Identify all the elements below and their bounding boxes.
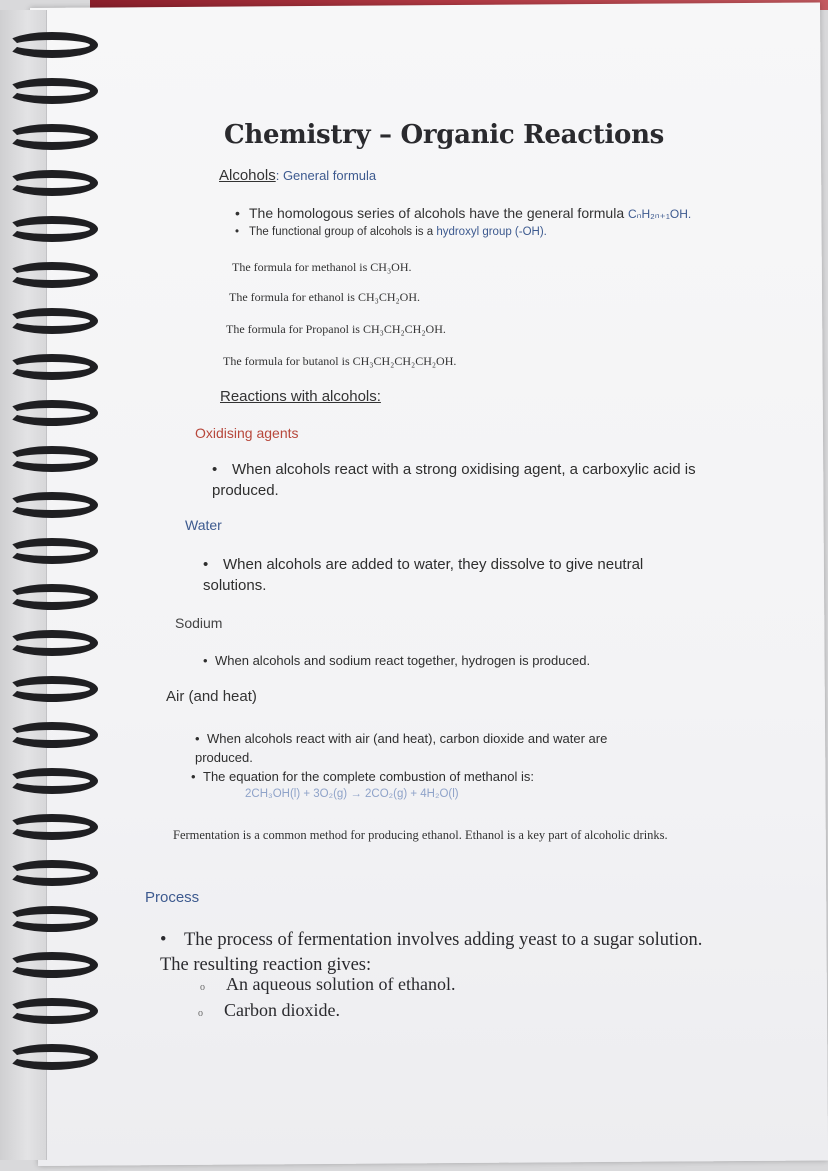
formula-butanol: The formula for butanol is CH₃CH₂CH₂CH₂OH. [223,354,457,368]
process-heading: Process [145,889,200,906]
list-item: • The equation for the complete combustion of methanol is: [191,769,534,784]
water-heading: Water [185,517,222,533]
air-heading: Air (and heat) [166,688,257,705]
formula-methanol: The formula for methanol is CH₃OH. [232,260,412,274]
list-item: • The functional group of alcohols is a hydroxyl group (-OH). [235,226,547,238]
alcohols-subtitle: General formula [282,168,377,183]
oxidising-heading: Oxidising agents [195,425,299,441]
formula-ethanol: The formula for ethanol is CH₃CH₂OH. [229,290,420,304]
fermentation-paragraph: Fermentation is a common method for producing ethanol. Ethanol is a key part of alcoholic drinks. [173,828,668,842]
alcohols-label: Alcohols [219,167,276,184]
list-item: • The process of fermentation involves adding yeast to a sugar solution. The resulting reaction gives: [160,930,703,975]
general-formula: CₙH₂ₙ₊₁OH. [628,207,692,221]
page-title: Chemistry – Organic Reactions [224,120,665,150]
sub-list-item: o An aqueous solution of ethanol. [200,974,456,994]
alcohols-heading [219,167,376,184]
list-item: • When alcohols react with air (and heat), carbon dioxide and water are produced. [195,731,608,765]
sodium-heading: Sodium [175,615,223,631]
combustion-equation: 2CH₃OH(l) + 3O₂(g) → 2CO₂(g) + 4H₂O(l) [245,788,459,800]
reactions-heading: Reactions with alcohols: [220,388,381,405]
alcohols-colon: : [275,168,283,183]
formula-propanol: The formula for Propanol is CH₃CH₂CH₂OH. [226,322,446,336]
list-item: • The homologous series of alcohols have the general formula CₙH₂ₙ₊₁OH. [235,205,692,221]
sub-list-item: o Carbon dioxide. [198,1000,340,1020]
list-item: • When alcohols are added to water, they dissolve to give neutral solutions. [203,556,644,594]
list-item: • When alcohols react with a strong oxidising agent, a carboxylic acid is produced. [212,461,696,499]
list-item: • When alcohols and sodium react together, hydrogen is produced. [203,653,591,668]
functional-group: hydroxyl group (-OH). [436,226,547,238]
